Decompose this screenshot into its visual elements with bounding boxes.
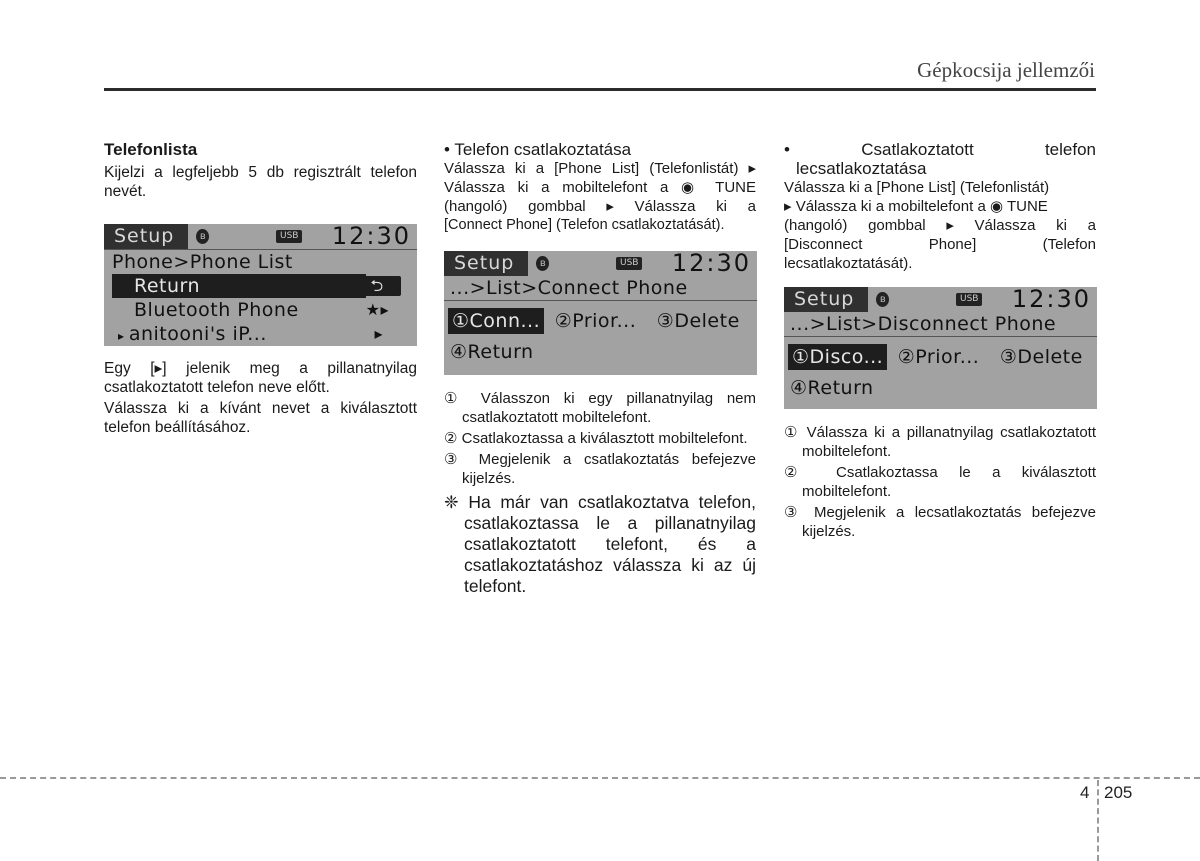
star-icon: ★▸ xyxy=(365,300,389,319)
lcd-clock: 12:30 xyxy=(671,251,751,277)
instruction-line-4: [Disconnect Phone] (Telefon lecsatlakoztatását). xyxy=(784,236,1096,272)
column-phone-list xyxy=(104,140,417,437)
step-item: ① Válassza ki a pillanatnyilag csatlakoztatott mobiltelefont. xyxy=(784,424,1096,460)
step-item: ① Válasszon ki egy pillanatnyilag nem csatlakoztatott mobiltelefont. xyxy=(444,390,756,426)
instruction-line-4: [Connect Phone] (Telefon csatlakoztatását). xyxy=(444,217,725,233)
option-delete[interactable]: ③Delete xyxy=(999,346,1083,368)
lcd-row-return[interactable] xyxy=(104,274,417,298)
option-delete[interactable]: ③Delete xyxy=(656,310,740,332)
lcd-status-bar xyxy=(104,224,417,249)
column-connect-phone xyxy=(444,140,756,597)
steps-list xyxy=(444,389,756,488)
instruction-line-1: Válassza ki a [Phone List] (Telefonlistát) xyxy=(784,179,1050,196)
usb-icon: USB xyxy=(276,230,302,243)
option-connect[interactable]: ①Conn... xyxy=(448,308,544,334)
connected-indicator-text: Egy [▸] jelenik meg a pillanatnyilag csatlakoztatott telefon neve előtt. xyxy=(104,360,417,396)
page-header-title: Gépkocsija jellemzői xyxy=(917,58,1095,82)
lcd-clock: 12:30 xyxy=(331,224,411,250)
lcd-setup-label: Setup xyxy=(104,224,188,249)
footer-dashed-rule xyxy=(0,777,1200,779)
lcd-divider xyxy=(444,300,757,301)
lcd-row-bluetooth-phone[interactable] xyxy=(104,298,417,322)
lcd-setup-label: Setup xyxy=(784,287,868,312)
arrow-icon: ▸ xyxy=(374,324,383,343)
lcd-screen-phone-list xyxy=(104,224,417,346)
lcd-path: ...>List>Disconnect Phone xyxy=(790,313,1057,335)
lcd-setup-label: Setup xyxy=(444,251,528,276)
lcd-options-row xyxy=(444,308,757,334)
lcd-selected-return: Return xyxy=(112,274,366,298)
option-disconnect[interactable]: ①Disco... xyxy=(788,344,887,370)
steps-list xyxy=(784,423,1096,541)
note-text: ❈ Ha már van csatlakoztatva telefon, csatlakoztassa le a pillanatnyilag csatlakoztatott telefont, és a csatlakoztatáshoz válassza ki az új telefont. xyxy=(444,492,756,596)
option-return[interactable]: ④Return xyxy=(790,377,874,399)
option-return[interactable]: ④Return xyxy=(450,341,534,363)
lcd-row-label: Bluetooth Phone xyxy=(134,299,299,321)
step-item: ② Csatlakoztassa a kiválasztott mobiltelefont. xyxy=(444,430,748,447)
lcd-divider xyxy=(784,336,1097,337)
usb-icon: USB xyxy=(616,257,642,270)
instruction-line-2: Válassza ki a mobiltelefont a ◉ TUNE xyxy=(444,179,756,196)
lcd-path: ...>List>Connect Phone xyxy=(450,277,688,299)
select-name-text: Válassza ki a kívánt nevet a kiválasztott telefon beállításához. xyxy=(104,400,417,436)
bluetooth-icon: ʙ xyxy=(876,292,889,307)
instruction-line-3: (hangoló) gombbal ▸ Válassza ki a xyxy=(784,217,1096,234)
instruction-line-3: (hangoló) gombbal ▸ Válassza ki a xyxy=(444,198,756,215)
lcd-screen-disconnect-phone xyxy=(784,287,1097,409)
lcd-row-label: anitooni's iP... xyxy=(128,323,267,345)
bluetooth-icon: ʙ xyxy=(536,256,549,271)
intro-text: Kijelzi a legfeljebb 5 db regisztrált telefon nevét. xyxy=(104,164,417,200)
column-disconnect-phone xyxy=(784,140,1096,541)
lcd-path: Phone>Phone List xyxy=(112,251,293,273)
chapter-number: 4 xyxy=(1080,783,1090,802)
step-item: ③ Megjelenik a csatlakoztatás befejezve kijelzés. xyxy=(444,451,756,487)
step-item: ② Csatlakoztassa le a kiválasztott mobiltelefont. xyxy=(784,464,1096,500)
usb-icon: USB xyxy=(956,293,982,306)
instruction-line-1: Válassza ki a [Phone List] (Telefonlistát) ▸ xyxy=(444,160,756,177)
lcd-screen-connect-phone xyxy=(444,251,757,375)
footer-vertical-dashed-rule xyxy=(1097,780,1099,861)
option-priority[interactable]: ②Prior... xyxy=(554,310,637,332)
lcd-clock: 12:30 xyxy=(1011,287,1091,313)
instruction-line-2: ▸ Válassza ki a mobiltelefont a ◉ TUNE xyxy=(784,198,1048,215)
section-title: • Csatlakoztatott telefon lecsatlakoztatása xyxy=(784,140,1096,178)
header-rule xyxy=(104,88,1096,91)
page-number: 205 xyxy=(1104,783,1133,802)
section-heading: Telefonlista xyxy=(104,140,198,159)
lcd-row-device[interactable] xyxy=(104,322,417,346)
connected-arrow-icon: ▸ xyxy=(118,329,129,343)
return-icon: ⮌ xyxy=(353,276,401,296)
bluetooth-icon: ʙ xyxy=(196,229,209,244)
section-title: • Telefon csatlakoztatása xyxy=(444,140,632,159)
lcd-status-bar xyxy=(444,251,757,276)
lcd-status-bar xyxy=(784,287,1097,312)
lcd-options-row xyxy=(784,344,1097,370)
option-priority[interactable]: ②Prior... xyxy=(897,346,980,368)
step-item: ③ Megjelenik a lecsatlakoztatás befejezve kijelzés. xyxy=(784,504,1096,540)
